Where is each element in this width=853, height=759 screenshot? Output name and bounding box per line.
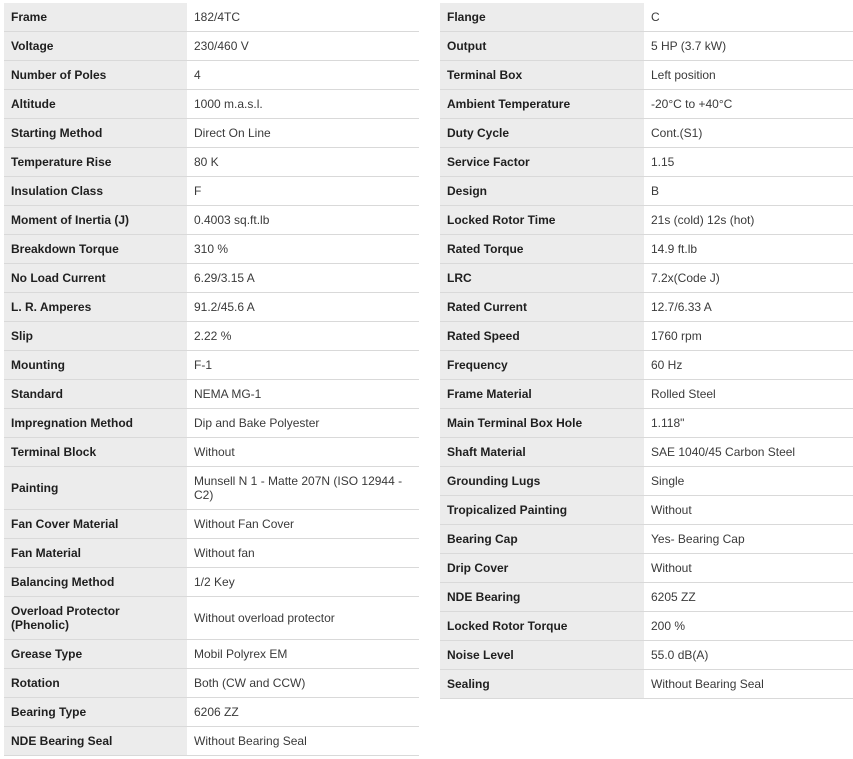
table-row [440,206,853,235]
table-row [440,119,853,148]
spec-label: Fan Cover Material [4,510,187,539]
spec-label: Main Terminal Box Hole [440,409,644,438]
spec-value: 91.2/45.6 A [187,293,419,322]
spec-value: 21s (cold) 12s (hot) [644,206,853,235]
right-spec-table [440,3,853,699]
table-row [4,264,419,293]
spec-label: Standard [4,380,187,409]
spec-value: F-1 [187,351,419,380]
spec-value: 6205 ZZ [644,583,853,612]
spec-value: Direct On Line [187,119,419,148]
spec-value: Cont.(S1) [644,119,853,148]
table-row [440,670,853,699]
spec-value: Without Bearing Seal [187,727,419,756]
spec-value: NEMA MG-1 [187,380,419,409]
spec-value: Munsell N 1 - Matte 207N (ISO 12944 - C2) [187,467,419,510]
table-row [4,568,419,597]
table-row [440,148,853,177]
spec-label: Frame Material [440,380,644,409]
table-row [4,119,419,148]
spec-value: Dip and Bake Polyester [187,409,419,438]
spec-value: SAE 1040/45 Carbon Steel [644,438,853,467]
spec-label: Output [440,32,644,61]
spec-value: 6206 ZZ [187,698,419,727]
spec-label: Starting Method [4,119,187,148]
table-row [440,467,853,496]
table-row [4,467,419,510]
spec-label: Painting [4,467,187,510]
spec-label: Ambient Temperature [440,90,644,119]
table-row [440,61,853,90]
table-row [440,32,853,61]
spec-value: Without [187,438,419,467]
table-row [4,90,419,119]
spec-label: Balancing Method [4,568,187,597]
spec-value: Single [644,467,853,496]
spec-value: 182/4TC [187,3,419,32]
spec-label: Voltage [4,32,187,61]
spec-label: No Load Current [4,264,187,293]
table-row [4,3,419,32]
spec-value: 230/460 V [187,32,419,61]
spec-value: 12.7/6.33 A [644,293,853,322]
spec-label: Drip Cover [440,554,644,583]
spec-value: B [644,177,853,206]
table-row [440,409,853,438]
spec-label: Sealing [440,670,644,699]
spec-value: 1.118" [644,409,853,438]
table-row [4,32,419,61]
spec-value: 60 Hz [644,351,853,380]
spec-value: 1000 m.a.s.l. [187,90,419,119]
spec-value: 55.0 dB(A) [644,641,853,670]
spec-label: Frequency [440,351,644,380]
spec-value: Without [644,554,853,583]
spec-value: Without Fan Cover [187,510,419,539]
spec-label: Rated Speed [440,322,644,351]
spec-label: Noise Level [440,641,644,670]
spec-label: Number of Poles [4,61,187,90]
table-row [440,351,853,380]
table-row [4,510,419,539]
spec-label: Breakdown Torque [4,235,187,264]
spec-value: Without fan [187,539,419,568]
table-row [4,380,419,409]
spec-value: 5 HP (3.7 kW) [644,32,853,61]
spec-label: Grounding Lugs [440,467,644,496]
table-row [4,669,419,698]
spec-label: Shaft Material [440,438,644,467]
spec-label: Slip [4,322,187,351]
spec-value: Left position [644,61,853,90]
spec-value: Yes- Bearing Cap [644,525,853,554]
table-row [440,583,853,612]
table-row [440,177,853,206]
spec-label: Rated Current [440,293,644,322]
spec-label: Flange [440,3,644,32]
spec-value: 14.9 ft.lb [644,235,853,264]
spec-label: Mounting [4,351,187,380]
spec-value: Without overload protector [187,597,419,640]
table-row [4,177,419,206]
table-row [440,525,853,554]
table-row [4,351,419,380]
spec-value: 310 % [187,235,419,264]
table-row [4,597,419,640]
spec-label: Fan Material [4,539,187,568]
spec-label: Tropicalized Painting [440,496,644,525]
table-row [4,409,419,438]
spec-label: Bearing Cap [440,525,644,554]
table-row [4,61,419,90]
table-row [4,640,419,669]
table-row [440,264,853,293]
spec-label: Impregnation Method [4,409,187,438]
spec-value: 1.15 [644,148,853,177]
table-row [4,698,419,727]
table-row [440,380,853,409]
left-spec-table [4,3,419,756]
spec-value: 0.4003 sq.ft.lb [187,206,419,235]
table-row [4,293,419,322]
spec-label: Rotation [4,669,187,698]
table-row [4,727,419,756]
table-row [4,539,419,568]
spec-label: Moment of Inertia (J) [4,206,187,235]
spec-value: F [187,177,419,206]
spec-value: Rolled Steel [644,380,853,409]
table-row [440,641,853,670]
spec-label: L. R. Amperes [4,293,187,322]
table-row [440,322,853,351]
table-row [440,90,853,119]
spec-value: Without [644,496,853,525]
spec-label: NDE Bearing Seal [4,727,187,756]
spec-value: Both (CW and CCW) [187,669,419,698]
spec-value: 4 [187,61,419,90]
spec-value: 6.29/3.15 A [187,264,419,293]
spec-value: 80 K [187,148,419,177]
spec-label: Bearing Type [4,698,187,727]
spec-value: C [644,3,853,32]
spec-value: Mobil Polyrex EM [187,640,419,669]
spec-label: Overload Protector (Phenolic) [4,597,187,640]
spec-label: Locked Rotor Time [440,206,644,235]
table-row [4,148,419,177]
spec-label: Grease Type [4,640,187,669]
table-row [440,554,853,583]
spec-label: Duty Cycle [440,119,644,148]
table-row [4,235,419,264]
spec-label: LRC [440,264,644,293]
spec-label: NDE Bearing [440,583,644,612]
spec-label: Locked Rotor Torque [440,612,644,641]
spec-value: 200 % [644,612,853,641]
table-row [440,293,853,322]
spec-label: Altitude [4,90,187,119]
table-row [4,322,419,351]
table-row [440,3,853,32]
spec-label: Service Factor [440,148,644,177]
spec-label: Terminal Box [440,61,644,90]
table-row [4,206,419,235]
spec-value: Without Bearing Seal [644,670,853,699]
spec-value: 1760 rpm [644,322,853,351]
table-row [440,496,853,525]
spec-value: 1/2 Key [187,568,419,597]
spec-value: 7.2x(Code J) [644,264,853,293]
spec-label: Terminal Block [4,438,187,467]
spec-label: Design [440,177,644,206]
table-row [4,438,419,467]
spec-label: Rated Torque [440,235,644,264]
table-row [440,235,853,264]
spec-label: Insulation Class [4,177,187,206]
spec-value: 2.22 % [187,322,419,351]
table-row [440,438,853,467]
spec-value: -20°C to +40°C [644,90,853,119]
spec-label: Temperature Rise [4,148,187,177]
spec-label: Frame [4,3,187,32]
table-row [440,612,853,641]
